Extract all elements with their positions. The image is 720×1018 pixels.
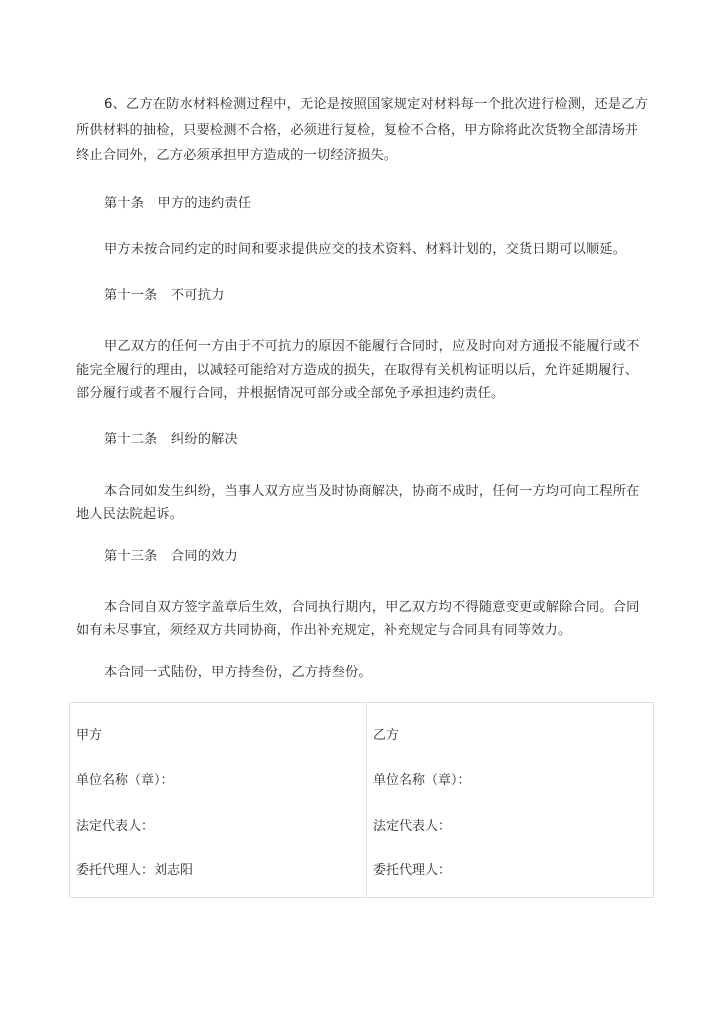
- article-11-body-line-2: 能完全履行的理由，以减轻可能给对方造成的损失，在取得有关机构证明以后，允许延期履行、: [76, 363, 639, 378]
- party-b-unit-name: 单位名称（章）：: [373, 773, 471, 788]
- article-12-body-line-2: 地人民法院起诉。: [76, 507, 184, 522]
- party-b-agent: 委托代理人：: [373, 863, 452, 878]
- article-12-body: [76, 479, 650, 526]
- party-a-agent: 委托代理人：刘志阳: [76, 863, 194, 878]
- article-13-body: [76, 596, 650, 642]
- article-13-heading-text: 第十三条 合同的效力: [104, 549, 238, 564]
- article-13-body-line-1: 本合同自双方签字盖章后生效，合同执行期内，甲乙双方均不得随意变更或解除合同。合同: [104, 600, 640, 615]
- clause-item-6-line-3: 终止合同外，乙方必须承担甲方造成的一切经济损失。: [76, 148, 398, 163]
- party-a-cell: [70, 703, 367, 898]
- party-b-title: 乙方: [373, 728, 400, 743]
- article-11-body-line-3: 部分履行或者不履行合同，并根据情况可部分或全部免予承担违约责任。: [76, 386, 505, 401]
- copies-statement-text: 本合同一式陆份，甲方持叁份，乙方持叁份。: [104, 665, 372, 680]
- article-12-body-line-1: 本合同如发生纠纷，当事人双方应当及时协商解决，协商不成时，任何一方均可向工程所在: [104, 484, 640, 499]
- party-a-title: 甲方: [76, 728, 103, 743]
- clause-item-6-line-1: 6、乙方在防水材料检测过程中，无论是按照国家规定对材料每一个批次进行检测，还是乙方: [104, 97, 649, 112]
- signature-table-row: [70, 703, 654, 898]
- copies-statement: [76, 662, 650, 684]
- article-13-heading: [76, 546, 650, 568]
- party-b-cell: [367, 703, 654, 898]
- party-a-block: [70, 703, 366, 897]
- article-12-heading-text: 第十二条 纠纷的解决: [104, 432, 238, 447]
- article-11-heading: [76, 285, 650, 307]
- signature-table: [69, 702, 654, 898]
- party-a-legal-rep: 法定代表人：: [76, 819, 155, 834]
- article-10-body: [76, 239, 650, 261]
- party-a-unit-name: 单位名称（章）：: [76, 773, 174, 788]
- article-11-body-line-1: 甲乙双方的任何一方由于不可抗力的原因不能履行合同时，应及时向对方通报不能履行或不: [104, 339, 640, 354]
- clause-item-6-line-2: 所供材料的抽检，只要检测不合格，必须进行复检，复检不合格，甲方除将此次货物全部清场并: [76, 123, 639, 138]
- clause-item-6: [76, 93, 650, 167]
- article-10-heading: [76, 193, 650, 215]
- article-13-body-line-2: 如有未尽事宜，须经双方共同协商，作出补充规定，补充规定与合同具有同等效力。: [76, 623, 572, 638]
- article-10-heading-text: 第十条 甲方的违约责任: [104, 196, 252, 211]
- party-b-block: [367, 703, 653, 897]
- article-10-body-line-1: 甲方未按合同约定的时间和要求提供应交的技术资料、材料计划的，交货日期可以顺延。: [104, 242, 627, 257]
- article-12-heading: [76, 429, 650, 451]
- article-11-heading-text: 第十一条 不可抗力: [104, 288, 225, 303]
- party-b-legal-rep: 法定代表人：: [373, 819, 452, 834]
- article-11-body: [76, 335, 650, 405]
